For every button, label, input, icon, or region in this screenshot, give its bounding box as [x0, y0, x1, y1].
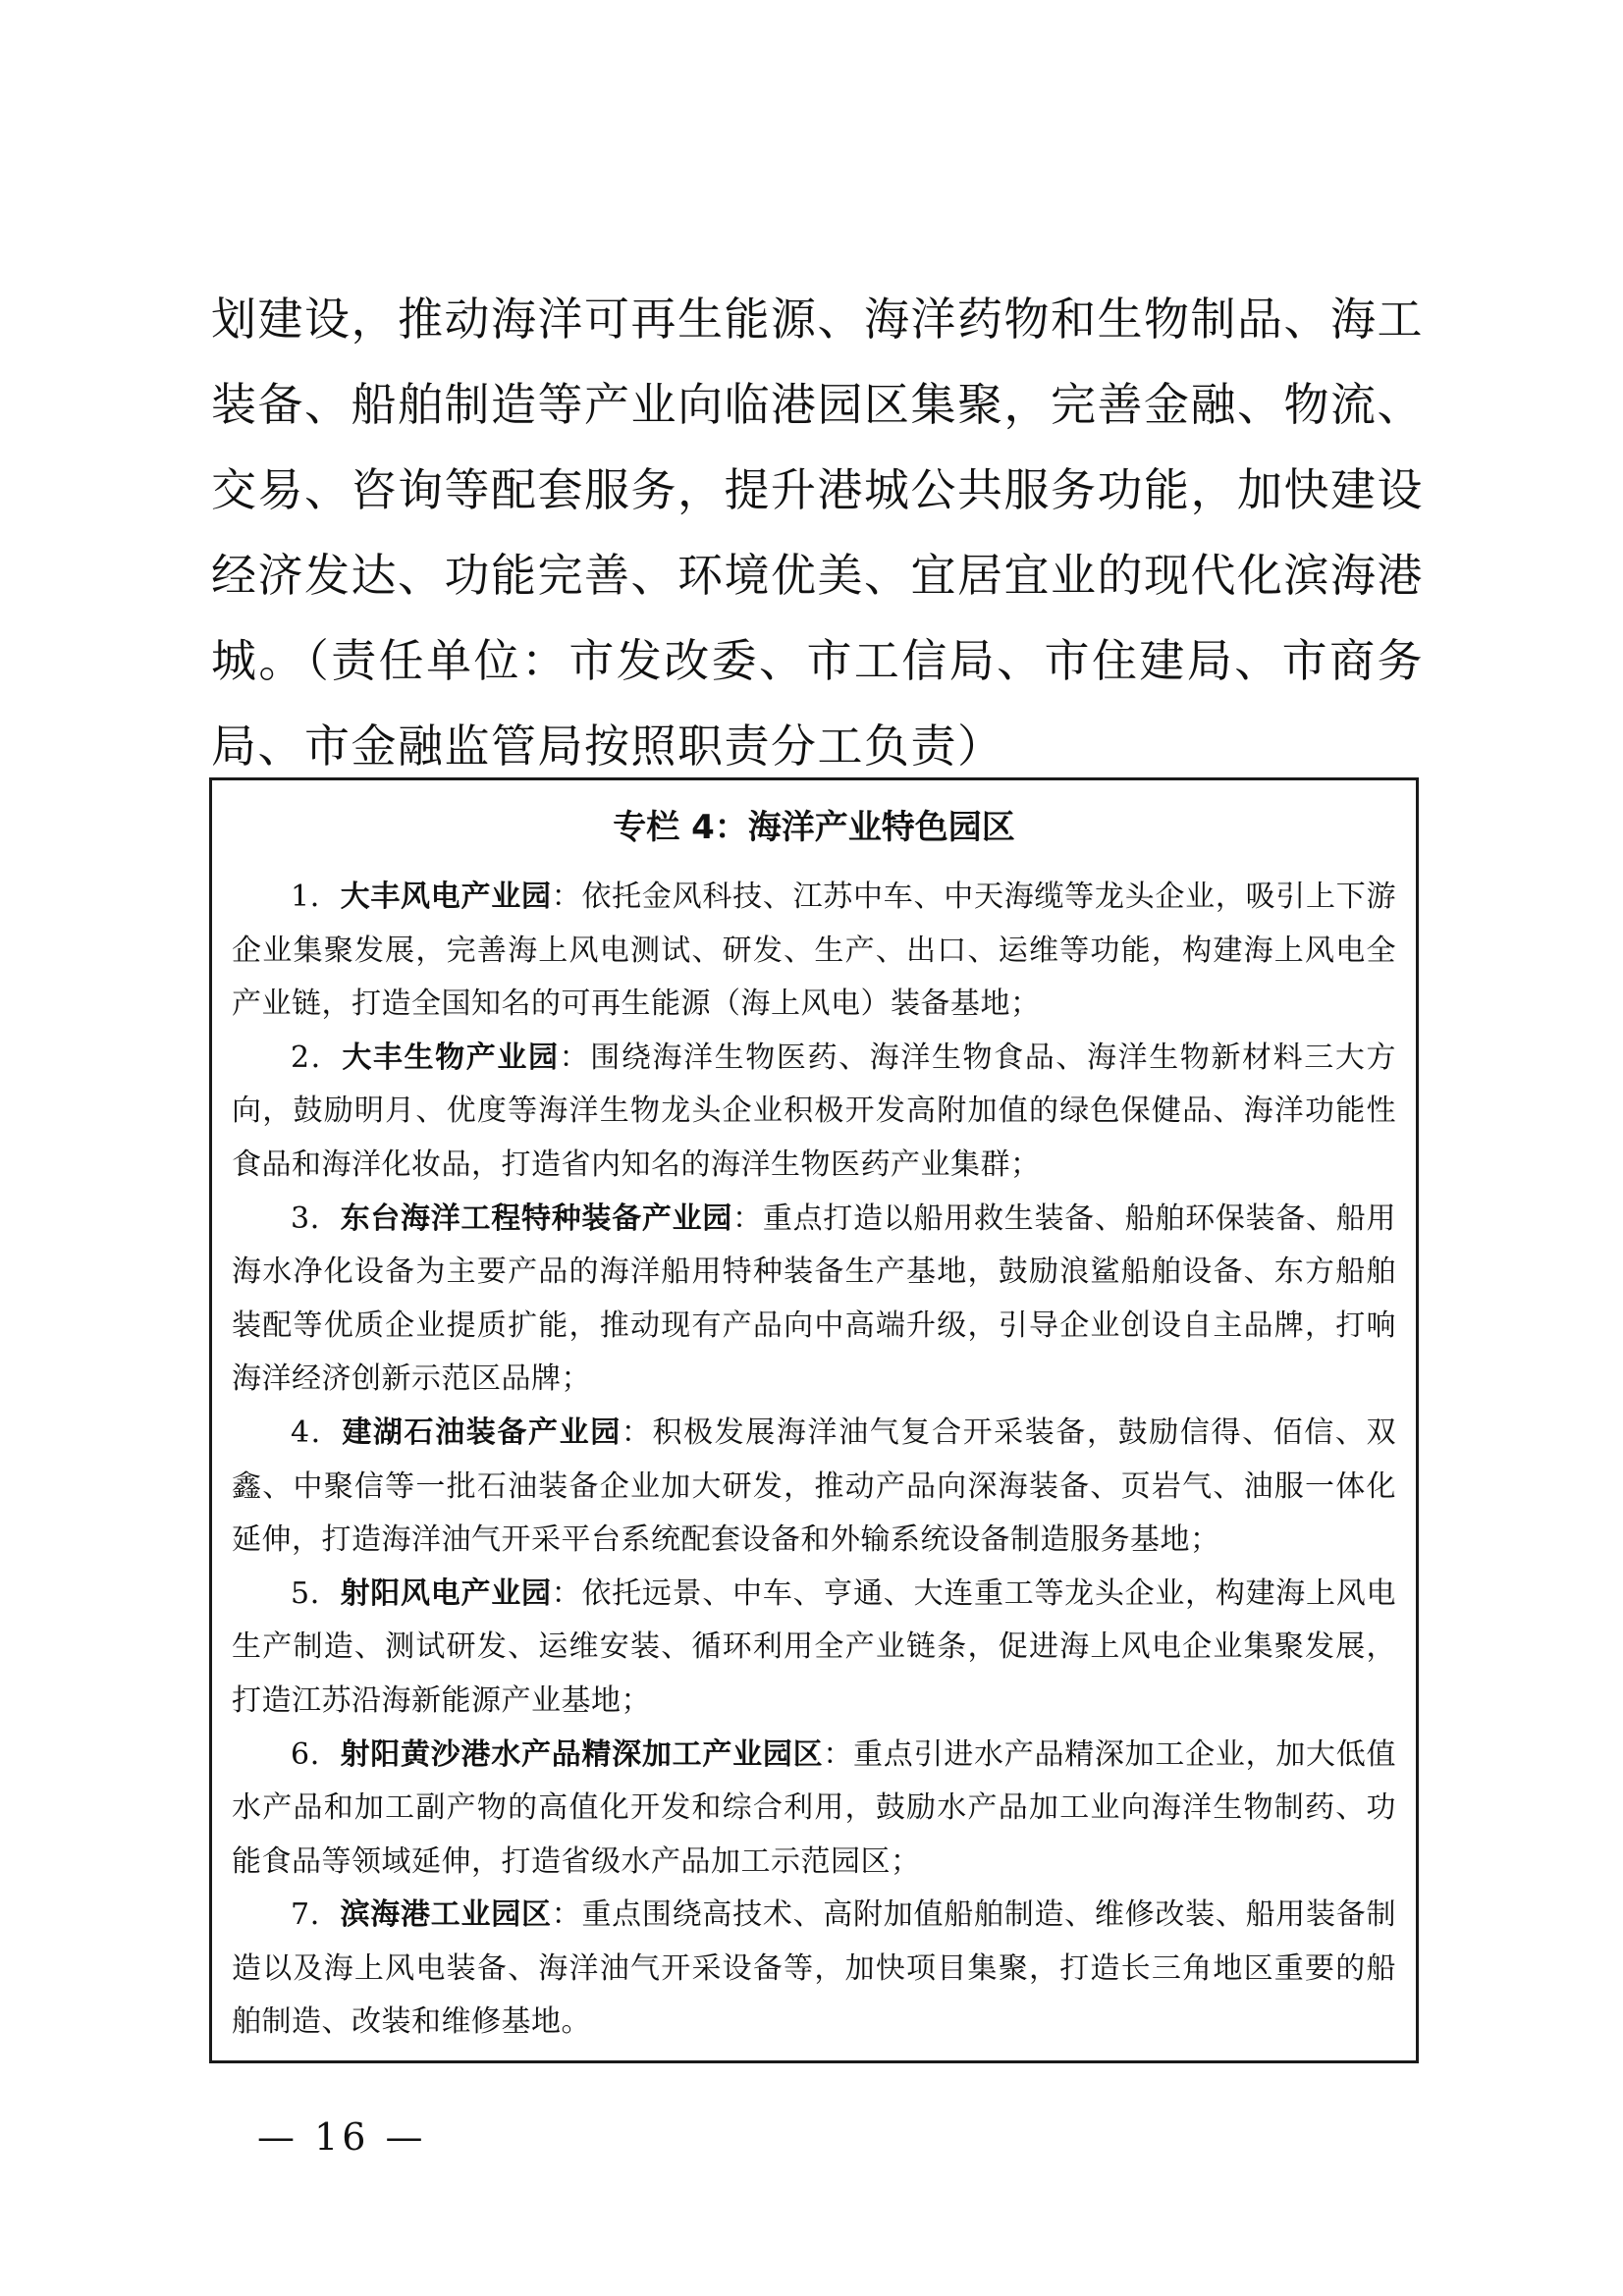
list-item [232, 1729, 1396, 1890]
item-text: 重点围绕高技术、高附加值船舶制造、维修改装、船用装备制造以及海上风电装备、海洋油气开采设备等，加快项目集聚，打造长三角地区重要的船舶制造、改装和维修基地。 [232, 1897, 1397, 2040]
item-text: 依托远景、中车、亨通、大连重工等龙头企业，构建海上风电生产制造、测试研发、运维安装、循环利用全产业链条，促进海上风电企业集聚发展，打造江苏沿海新能源产业基地； [232, 1575, 1397, 1718]
item-name: 射阳黄沙港水产品精深加工产业园区 [340, 1736, 824, 1772]
item-number: 5． [291, 1575, 341, 1611]
item-separator: ： [559, 1040, 591, 1075]
item-text: 重点引进水产品精深加工企业，加大低值水产品和加工副产物的高值化开发和综合利用，鼓励水产品加工业向海洋生物制药、功能食品等领域延伸，打造省级水产品加工示范园区； [232, 1736, 1397, 1879]
item-name: 东台海洋工程特种装备产业园 [340, 1201, 733, 1236]
item-separator: ： [823, 1736, 854, 1772]
item-separator: ： [621, 1415, 653, 1450]
box-title: 专栏 4：海洋产业特色园区 [613, 808, 1015, 847]
item-name: 滨海港工业园区 [340, 1897, 552, 1933]
item-separator: ： [551, 880, 582, 914]
item-number: 1． [291, 880, 341, 914]
list-item [232, 871, 1396, 1032]
list-item [232, 1193, 1396, 1407]
item-separator: ： [551, 1575, 582, 1611]
item-text: 重点打造以船用救生装备、船舶环保装备、船用海水净化设备为主要产品的海洋船用特种装备生产基地，鼓励浪鲨船舶设备、东方船舶装配等优质企业提质扩能，推动现有产品向中高端升级，引导企业创设自主品牌，打响海洋经济创新示范区品牌； [232, 1201, 1397, 1397]
item-text: 积极发展海洋油气复合开采装备，鼓励信得、佰信、双鑫、中聚信等一批石油装备企业加大研发，推动产品向深海装备、页岩气、油服一体化延伸，打造海洋油气开采平台系统配套设备和外输系统设备制造服务基地； [232, 1415, 1397, 1558]
item-name: 大丰风电产业园 [340, 880, 552, 914]
item-text: 围绕海洋生物医药、海洋生物食品、海洋生物新材料三大方向，鼓励明月、优度等海洋生物龙头企业积极开发高附加值的绿色保健品、海洋功能性食品和海洋化妆品，打造省内知名的海洋生物医药产业集群； [232, 1040, 1397, 1182]
list-item [232, 1407, 1396, 1568]
item-separator: ： [732, 1201, 763, 1236]
item-separator: ： [551, 1897, 582, 1933]
body-paragraph: 划建设，推动海洋可再生能源、海洋药物和生物制品、海工装备、船舶制造等产业向临港园区集聚，完善金融、物流、交易、咨询等配套服务，提升港城公共服务功能，加快建设经济发达、功能完善、环境优美、宜居宜业的现代化滨海港城。（责任单位：市发改委、市工信局、市住建局、市商务局、市金融监管局按照职责分工负责） [211, 293, 1424, 773]
item-name: 建湖石油装备产业园 [342, 1415, 622, 1450]
list-item [232, 1889, 1396, 2050]
list-item [232, 1032, 1396, 1193]
page-number: — 16 — [257, 2115, 427, 2159]
item-number: 2． [291, 1040, 343, 1075]
item-number: 6． [291, 1736, 341, 1772]
item-number: 4． [291, 1415, 343, 1450]
item-number: 7． [291, 1897, 341, 1933]
item-name: 射阳风电产业园 [340, 1575, 552, 1611]
item-name: 大丰生物产业园 [342, 1040, 560, 1075]
item-number: 3． [291, 1201, 341, 1236]
feature-column-box [209, 777, 1419, 2063]
item-text: 依托金风科技、江苏中车、中天海缆等龙头企业，吸引上下游企业集聚发展，完善海上风电测试、研发、生产、出口、运维等功能，构建海上风电全产业链，打造全国知名的可再生能源（海上风电）装备基地； [232, 880, 1397, 1022]
list-item [232, 1568, 1396, 1729]
